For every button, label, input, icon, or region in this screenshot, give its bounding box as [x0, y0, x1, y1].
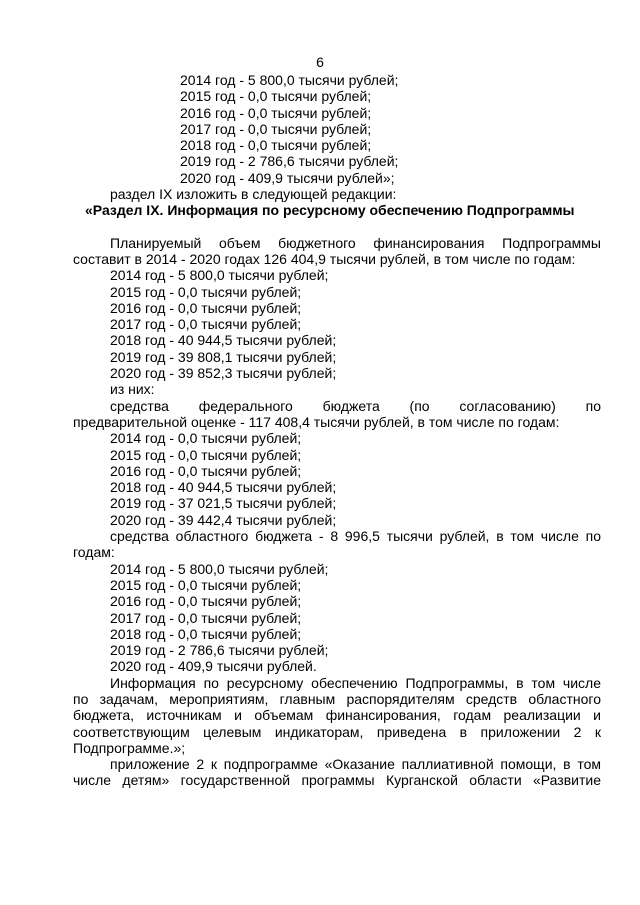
planned-year-2016: 2016 год - 0,0 тысячи рублей; — [110, 299, 302, 316]
section-title: «Раздел IX. Информация по ресурсному обеспечению Подпрограммы — [85, 202, 575, 219]
planned-year-2019: 2019 год - 39 808,1 тысячи рублей; — [110, 348, 337, 365]
appendix-paragraph-line-2: числе детям» государственной программы Курганской области «Развитие — [73, 772, 601, 789]
planned-year-2014: 2014 год - 5 800,0 тысячи рублей; — [110, 267, 329, 284]
regional-paragraph-line-1: средства областного бюджета - 8 996,5 тысячи рублей, в том числе по — [110, 528, 601, 545]
planned-year-2018: 2018 год - 40 944,5 тысячи рублей; — [110, 332, 337, 349]
top-list-item-2018: 2018 год - 0,0 тысячи рублей; — [180, 137, 372, 154]
planned-paragraph-line-2: составит в 2014 - 2020 годах 126 404,9 тысячи рублей, в том числе по годам: — [73, 250, 576, 267]
regional-year-2020: 2020 год - 409,9 тысячи рублей. — [110, 658, 317, 675]
info-paragraph-line-2: по задачам, мероприятиям, главным распорядителям средств областного — [73, 690, 601, 707]
top-list-item-2016: 2016 год - 0,0 тысячи рублей; — [180, 104, 372, 121]
section-intro: раздел IX изложить в следующей редакции: — [110, 186, 397, 203]
federal-year-2015: 2015 год - 0,0 тысячи рублей; — [110, 446, 302, 463]
planned-year-2017: 2017 год - 0,0 тысячи рублей; — [110, 316, 302, 333]
info-paragraph-line-3: бюджета, источникам и объемам финансирования, годам реализации и — [73, 707, 601, 724]
federal-year-2020: 2020 год - 39 442,4 тысячи рублей; — [110, 511, 337, 528]
regional-year-2018: 2018 год - 0,0 тысячи рублей; — [110, 625, 302, 642]
regional-year-2014: 2014 год - 5 800,0 тысячи рублей; — [110, 560, 329, 577]
top-list-item-2017: 2017 год - 0,0 тысячи рублей; — [180, 120, 372, 137]
regional-year-2017: 2017 год - 0,0 тысячи рублей; — [110, 609, 302, 626]
blank-line — [73, 219, 601, 235]
top-list-item-2015: 2015 год - 0,0 тысячи рублей; — [180, 88, 372, 105]
regional-paragraph-line-2: годам: — [73, 544, 115, 561]
federal-paragraph-line-2: предварительной оценке - 117 408,4 тысячи рублей, в том числе по годам: — [73, 413, 560, 430]
planned-year-2015: 2015 год - 0,0 тысячи рублей; — [110, 283, 302, 300]
federal-year-2019: 2019 год - 37 021,5 тысячи рублей; — [110, 495, 337, 512]
planned-year-2020: 2020 год - 39 852,3 тысячи рублей; — [110, 365, 337, 382]
info-paragraph-line-1: Информация по ресурсному обеспечению Подпрограммы, в том числе — [110, 674, 601, 691]
federal-year-2014: 2014 год - 0,0 тысячи рублей; — [110, 430, 302, 447]
info-paragraph-line-4: соответствующим целевым индикаторам, приведена в приложении 2 к — [73, 723, 601, 740]
regional-year-2016: 2016 год - 0,0 тысячи рублей; — [110, 593, 302, 610]
document-body — [73, 72, 601, 789]
federal-year-2018: 2018 год - 40 944,5 тысячи рублей; — [110, 479, 337, 496]
regional-year-2015: 2015 год - 0,0 тысячи рублей; — [110, 576, 302, 593]
info-paragraph-line-5: Подпрограмме.»; — [73, 739, 186, 756]
planned-paragraph-line-1: Планируемый объем бюджетного финансирования Подпрограммы — [110, 234, 601, 251]
federal-year-2016: 2016 год - 0,0 тысячи рублей; — [110, 462, 302, 479]
top-list-item-2020: 2020 год - 409,9 тысячи рублей»; — [180, 169, 395, 186]
of-which-label: из них: — [110, 381, 155, 398]
page-number: 6 — [316, 54, 324, 70]
top-list-item-2014: 2014 год - 5 800,0 тысячи рублей; — [180, 72, 399, 88]
appendix-paragraph-line-1: приложение 2 к подпрограмме «Оказание паллиативной помощи, в том — [110, 756, 601, 773]
top-list-item-2019: 2019 год - 2 786,6 тысячи рублей; — [180, 153, 399, 170]
federal-paragraph-line-1: средства федерального бюджета (по согласованию) по — [110, 397, 601, 414]
regional-year-2019: 2019 год - 2 786,6 тысячи рублей; — [110, 642, 329, 659]
